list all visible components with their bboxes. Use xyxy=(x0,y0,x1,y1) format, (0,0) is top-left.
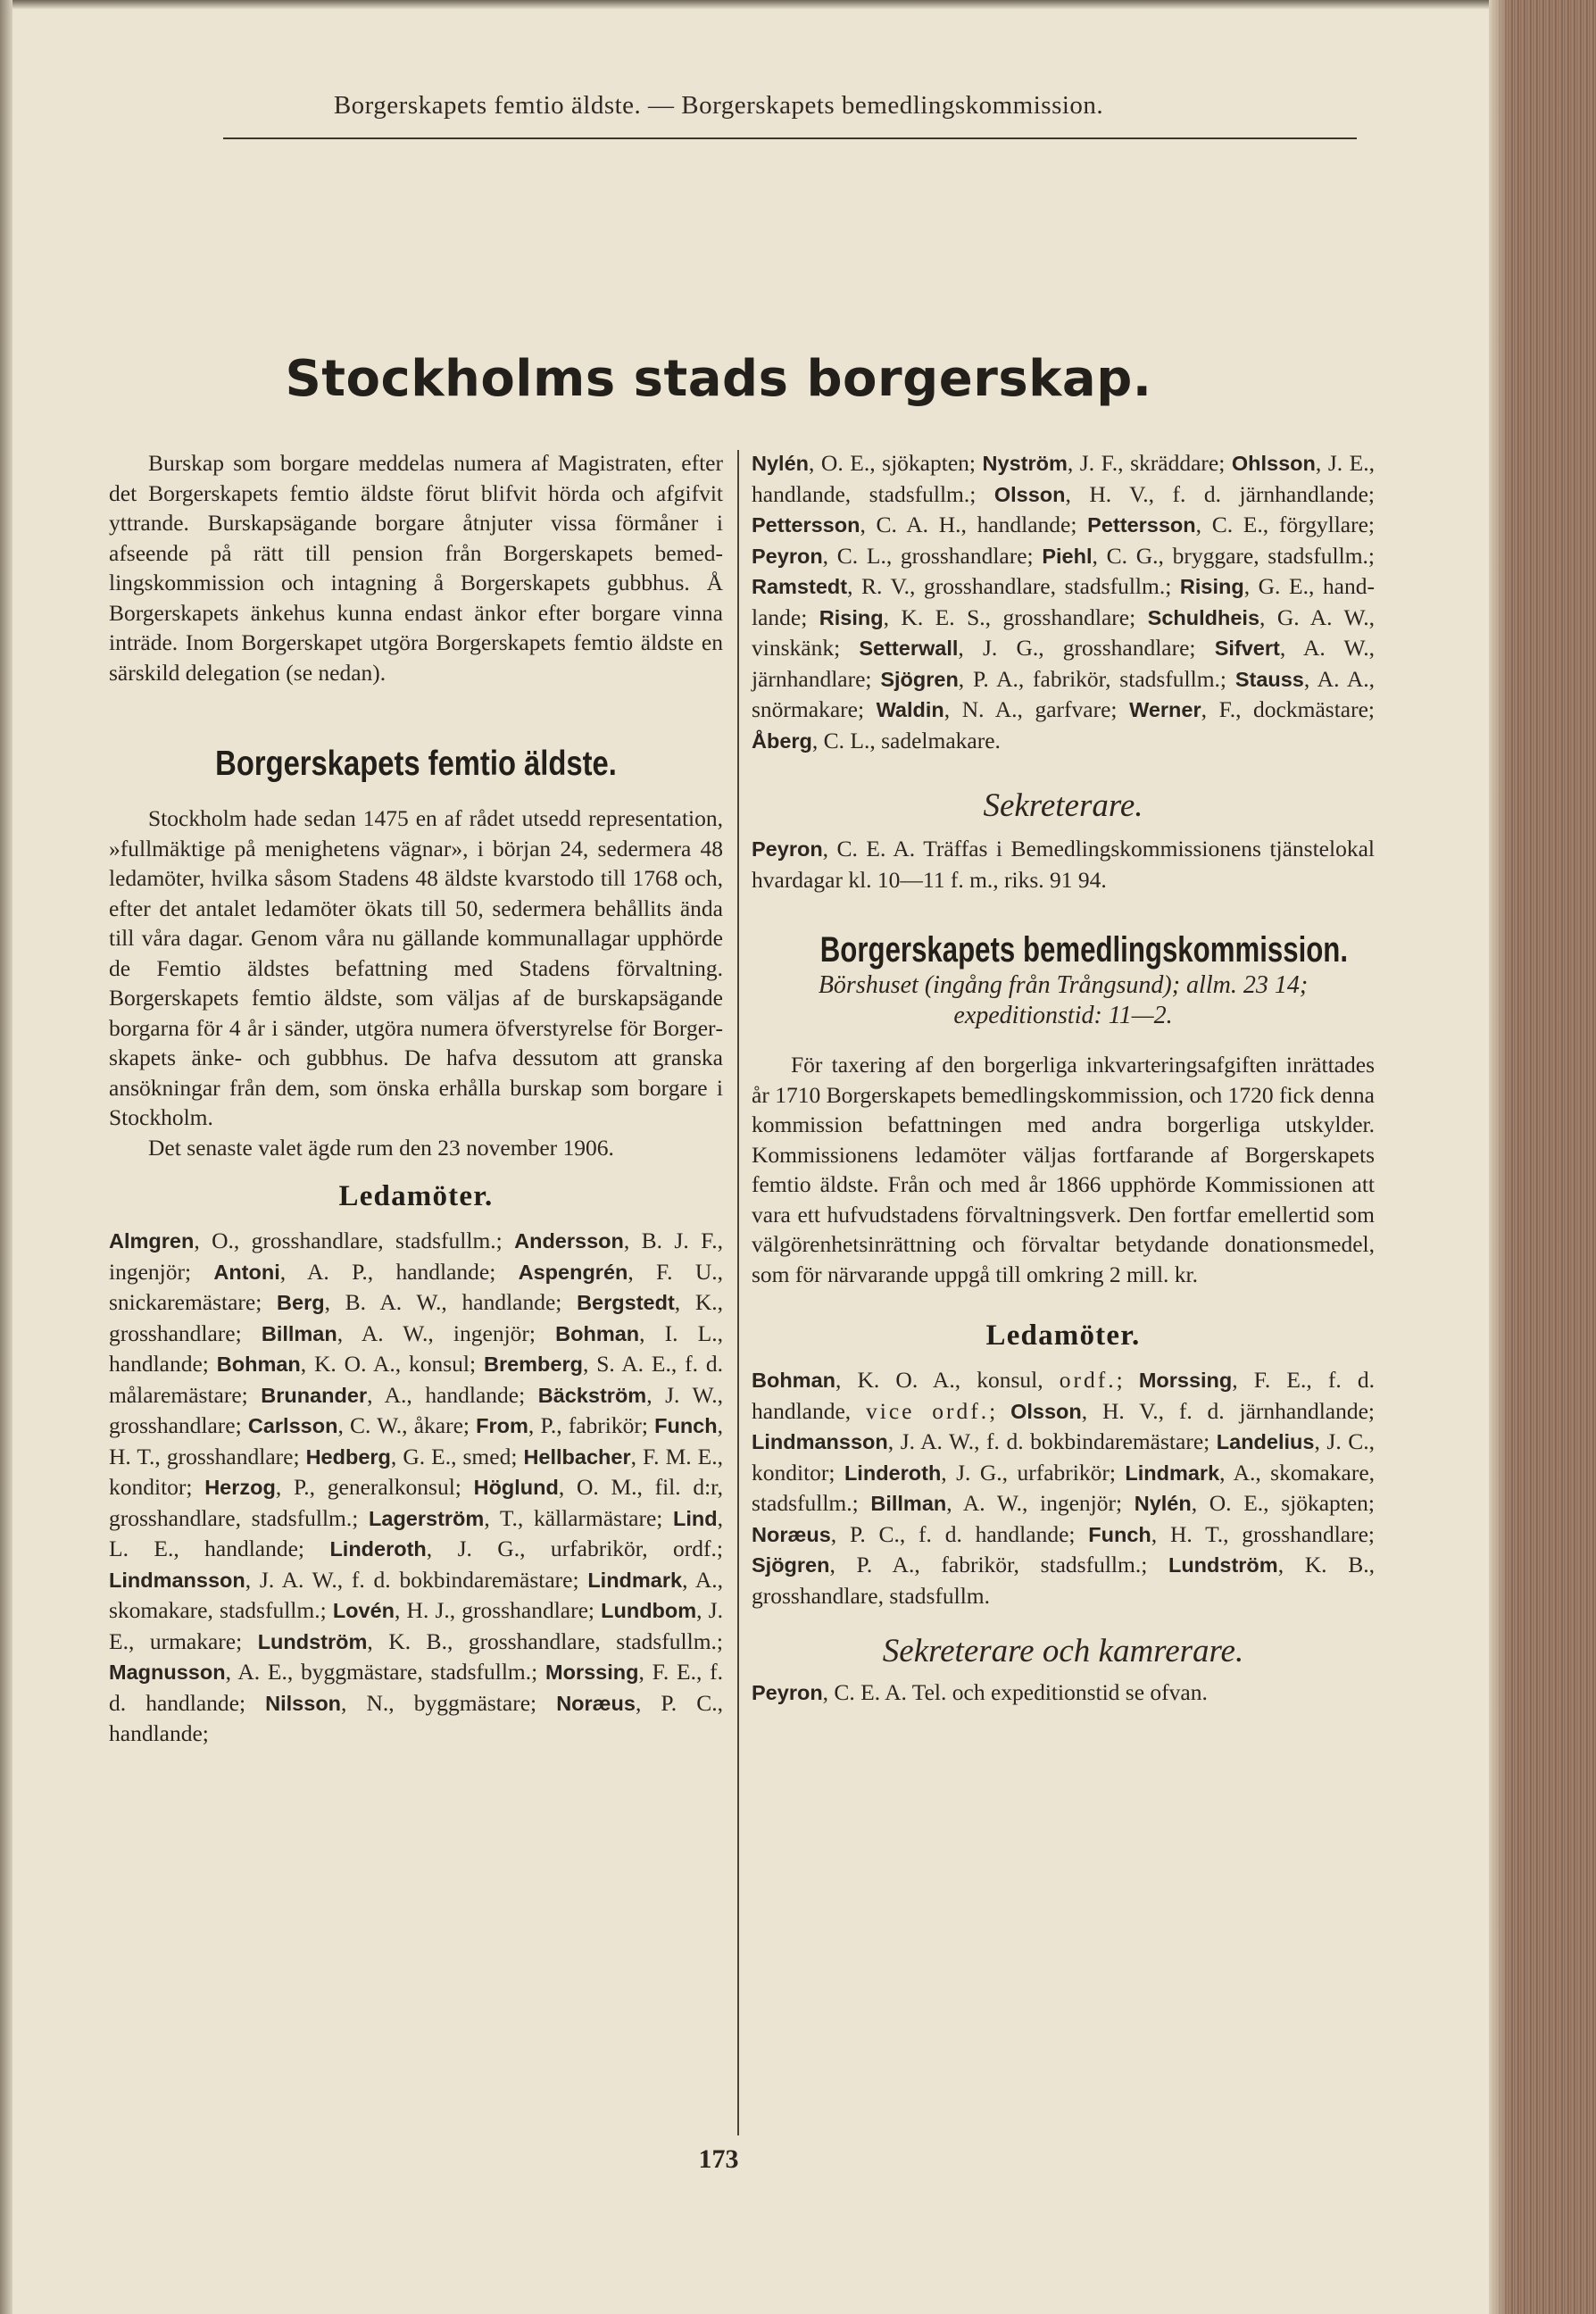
member-details: , L. E., handlande; xyxy=(109,1504,724,1561)
member-details: , A., skomakare, stadsfullm.; xyxy=(752,1459,1376,1516)
member-details: , A. E., byggmästare, stadsfullm.; xyxy=(225,1659,546,1685)
intro-paragraph: Burskap som borgare meddelas numera af Magistraten, efter det Borgerskapets femtio äldste förut blifvit hörda och afgifvit yttrande. Burskapsägande borgare åtnjuter vissa förmåner i afseende på rätt till pension från Borgerskapets bemedlingskommission och intagning å Borgerskapets gubbhus. Å Borgerskapets änkehus kunna endast änkor efter borgare vinna inträde. Inom Borgerskapet utgöra Borgerskapets femtio äldste en särskild delegation (se nedan). xyxy=(109,450,723,686)
election-paragraph: Det senaste valet ägde rum den 23 november 1906. xyxy=(148,1134,614,1161)
member-details: , A. W., ingenjör; xyxy=(946,1490,1135,1516)
member-details: , H. T., grosshandlare; xyxy=(109,1412,723,1469)
member-separator: ; xyxy=(989,1397,1011,1424)
member-details: , N. A., garfvare; xyxy=(943,696,1130,722)
member-details: , P., generalkonsul; xyxy=(275,1474,474,1500)
member-name: Andersson xyxy=(514,1229,624,1253)
column-divider xyxy=(737,450,739,2135)
member-details: , J. G., urfabrikör; xyxy=(941,1459,1126,1486)
commission-members-list xyxy=(752,1365,1375,1611)
member-details: , F. U., snickaremästare; xyxy=(109,1258,723,1315)
member-details: , J. G., urfabrikör, ordf.; xyxy=(426,1536,723,1561)
member-name: Carlsson xyxy=(247,1414,338,1437)
femtio-aldste-paragraph: Stockholm hade sedan 1475 en af rådet utsedd representation, »fullmäktige på menighetens vägnar», i början 24, sedermera 48 ledamöter, hvilka såsom Stadens 48 äldste kvarstodo till 1768 och, efter det antalet ledamöter ökats till 50, sedermera behållits ända till våra dagar. Genom våra nu gällande kommunallagar upphörde de Femtio äldstes befattning med Stadens förvaltning. Borgerskapets femtio äldste, som väljas af de burskapsägande borgarna för 4 år i sänder, utgöra numera öfverstyrelse för Borgerskapets änke- och gubbhus. De hafva dessutom att granska ansökningar från dem, som önska erhålla burskap som borgare i Stockholm. xyxy=(109,805,723,1130)
section-heading-femtio-aldste: Borgerskapets femtio äldste. xyxy=(215,745,617,783)
secretary-treasurer-entry xyxy=(752,1677,1375,1709)
member-name: Billman xyxy=(261,1321,337,1345)
member-details: , H. V., f. d. järnhandlande; xyxy=(1081,1397,1375,1424)
member-details: , A. P., handlande; xyxy=(279,1258,519,1285)
member-name: Setterwall xyxy=(859,637,959,660)
member-details: , P. C., handlande; xyxy=(109,1689,723,1746)
member-details: , A. A., snörmakare; xyxy=(752,665,1375,722)
member-details: , O. E., sjökapten; xyxy=(809,450,983,476)
member-name: Sjögren xyxy=(752,1553,830,1577)
member-details: , A. W., ingenjör; xyxy=(337,1319,556,1346)
member-details: , C. L., sadelmakare. xyxy=(811,727,1001,753)
member-name: Lindmansson xyxy=(752,1430,888,1453)
member-name: Lindmark xyxy=(587,1568,683,1592)
member-name: Billman xyxy=(870,1492,947,1515)
member-name: From xyxy=(476,1414,528,1437)
secretary-treasurer-heading: Sekreterare och kamrerare. xyxy=(882,1633,1244,1669)
member-role: ordf. xyxy=(1059,1367,1117,1393)
member-details: , J. E., handlande, stadsfullm.; xyxy=(752,450,1376,507)
member-name: Funch xyxy=(654,1414,718,1437)
member-name: Bohman xyxy=(216,1353,301,1376)
member-name: Bäckström xyxy=(537,1383,647,1407)
member-details: , P. C., f. d. handlande; xyxy=(830,1520,1089,1547)
member-name: Morssing xyxy=(1138,1369,1233,1392)
members-list xyxy=(109,1226,723,1749)
member-name: Åberg xyxy=(752,728,812,753)
member-details: , N., byggmästare; xyxy=(341,1689,557,1716)
member-name: Ohlsson xyxy=(1231,452,1316,475)
member-name: Höglund xyxy=(473,1476,559,1499)
member-details: , R. V., grosshandlare, stadsfullm.; xyxy=(847,573,1180,599)
member-name: Ramstedt xyxy=(752,575,848,598)
member-name: Stauss xyxy=(1234,667,1304,691)
member-separator: ; xyxy=(1116,1367,1139,1393)
member-name: Linderoth xyxy=(844,1461,942,1485)
page-left-edge xyxy=(0,0,12,2314)
member-details: , H. J., grosshandlare; xyxy=(395,1597,602,1623)
running-head: Borgerskapets femtio äldste. — Borgerskapets bemedlingskommission. xyxy=(333,91,1104,120)
member-details: , P. A., fabrikör, stadsfullm.; xyxy=(829,1552,1168,1577)
member-details: , O. E., sjökapten; xyxy=(1191,1490,1376,1516)
member-details: , H. T., grosshandlare; xyxy=(1151,1520,1375,1547)
member-details: , C. A. H., handlande; xyxy=(860,512,1088,537)
member-name: Rising xyxy=(819,605,884,629)
member-name: Brunander xyxy=(261,1383,368,1407)
member-details: , F. E., f. d. handlande, xyxy=(752,1367,1375,1424)
member-name: Sjögren xyxy=(880,667,959,691)
secretary-treasurer-name: Peyron xyxy=(752,1681,823,1704)
member-details: , J. G., grosshandlare; xyxy=(958,635,1215,661)
member-name: Lundström xyxy=(257,1629,368,1653)
header-rule xyxy=(223,137,1357,139)
member-name: Landelius xyxy=(1216,1430,1315,1453)
member-name: Lundbom xyxy=(601,1599,697,1622)
members-heading: Ledamöter. xyxy=(338,1180,494,1212)
member-details: , S. A. E., f. d. målaremästare; xyxy=(109,1351,724,1408)
member-name: Lindmansson xyxy=(109,1568,245,1592)
member-name: Herzog xyxy=(204,1476,276,1499)
secretary-heading: Sekreterare. xyxy=(983,787,1143,824)
member-details: , J. A. W., f. d. bokbindaremästare; xyxy=(887,1428,1217,1454)
member-details: , O. M., fil. d:r, grosshandlare, stadsfullm.; xyxy=(109,1474,724,1531)
member-name: Peyron xyxy=(752,544,823,568)
member-name: Lagerström xyxy=(369,1506,485,1530)
member-details: , K. O. A., konsul, xyxy=(835,1367,1060,1393)
member-name: Olsson xyxy=(1010,1399,1082,1423)
member-details: , K. B., grosshandlare, stadsfullm. xyxy=(752,1552,1375,1609)
member-details: , K. B., grosshandlare, stadsfullm.; xyxy=(367,1627,724,1654)
member-name: Schuldheis xyxy=(1147,605,1260,629)
member-details: , G. E., handlande; xyxy=(752,573,1375,630)
page-title: Stockholms stads borgerskap. xyxy=(285,350,1152,408)
member-details: , F. E., f. d. handlande; xyxy=(109,1659,723,1716)
member-name: Linderoth xyxy=(329,1537,427,1561)
member-name: Pettersson xyxy=(752,513,860,537)
member-details: , H. V., f. d. järnhandlande; xyxy=(1065,480,1376,507)
member-details: , I. L., handlande; xyxy=(109,1319,723,1377)
member-details: , C. L., grosshandlare; xyxy=(822,542,1043,569)
commission-heading: Borgerskapets bemedlingskommission. xyxy=(819,930,1349,970)
member-name: Almgren xyxy=(109,1229,195,1253)
member-name: Olsson xyxy=(993,482,1066,506)
member-name: Hedberg xyxy=(305,1444,391,1469)
member-details: , C. G., bryggare, stadsfullm.; xyxy=(1092,542,1375,569)
member-name: Hellbacher xyxy=(523,1444,631,1469)
book-edge-pages xyxy=(1489,0,1596,2314)
member-details: , C. E., förgyllare; xyxy=(1195,512,1375,537)
member-name: Bergstedt xyxy=(577,1291,675,1314)
member-name: Waldin xyxy=(876,698,944,721)
members-list-continued xyxy=(752,448,1375,756)
member-details: , T., källarmästare; xyxy=(484,1504,674,1531)
member-details: , J. W., grosshandlare; xyxy=(109,1381,723,1438)
member-name: Magnusson xyxy=(109,1661,226,1684)
secretary-details: , C. E. A. Träffas i Bemedlingskommissionens tjänstelokal hvardagar kl. 10—11 f. m., riks. 91 94. xyxy=(752,836,1375,893)
member-details: , B. A. W., handlande; xyxy=(324,1289,578,1315)
member-details: , G. E., smed; xyxy=(390,1443,524,1469)
member-name: Nylén xyxy=(752,452,809,475)
member-details: , J. A. W., f. d. bokbindaremästare; xyxy=(245,1566,588,1593)
member-role: vice ordf. xyxy=(866,1397,990,1424)
member-details: , A. W., järnhandlare; xyxy=(752,635,1375,692)
secretary-name: Peyron xyxy=(752,837,823,861)
member-name: Bohman xyxy=(752,1369,835,1392)
member-details: , K., grosshandlare; xyxy=(109,1289,723,1346)
commission-members-heading: Ledamöter. xyxy=(985,1319,1141,1352)
commission-paragraph: För taxering af den borgerliga inkvarteringsafgiften inrättades år 1710 Borgerskapets bemedlingskommission, och 1720 fick denna kommission befattningen med andra borgerliga utskylder. Kommissionens ledamöter väljas fortfarande af Borgerskapets femtio äldste. Från och med år 1866 upphörde Kommissionen att vara ett hufvudstadens förvaltningsverk. Den fortfar emellertid som välgörenhetsinrättning och förvaltar betydande donationsmedel, som för närvarande uppgå till omkring 2 mill. kr. xyxy=(752,1052,1375,1287)
member-details: , A., handlande; xyxy=(367,1381,538,1408)
member-details: , B. J. F., ingenjör; xyxy=(109,1228,723,1285)
member-details: , G. A. W., vinskänk; xyxy=(752,603,1375,661)
member-name: Werner xyxy=(1129,698,1201,721)
member-name: Noræus xyxy=(752,1522,831,1546)
commission-address: Börshuset (ingång från Trångsund); allm. 23 14; expeditionstid: 11—2. xyxy=(818,971,1309,1029)
member-name: Funch xyxy=(1088,1522,1151,1546)
member-name: Nylén xyxy=(1134,1492,1192,1515)
secretary-entry xyxy=(752,834,1375,895)
member-details: , F. M. E., konditor; xyxy=(109,1443,723,1500)
member-name: Sifvert xyxy=(1214,637,1280,660)
secretary-treasurer-details: , C. E. A. Tel. och expeditionstid se ofvan. xyxy=(822,1679,1208,1705)
member-name: Lindmark xyxy=(1125,1461,1220,1485)
member-name: Nyström xyxy=(982,452,1068,475)
member-name: Noræus xyxy=(556,1691,636,1715)
member-name: Morssing xyxy=(545,1661,639,1684)
member-name: Piehl xyxy=(1042,544,1093,568)
member-name: Berg xyxy=(277,1291,325,1314)
member-name: Pettersson xyxy=(1087,513,1196,537)
member-name: Antoni xyxy=(213,1260,280,1284)
member-details: , K. O. A., konsul; xyxy=(300,1351,484,1377)
member-name: Nilsson xyxy=(265,1691,342,1715)
member-details: , P. A., fabrikör, stadsfullm.; xyxy=(958,665,1235,692)
member-name: Aspengrén xyxy=(518,1260,628,1284)
member-name: Lundström xyxy=(1168,1553,1278,1577)
member-details: , C. W., åkare; xyxy=(337,1412,477,1438)
left-column xyxy=(109,448,723,1749)
member-details: , F., dockmästare; xyxy=(1201,696,1375,722)
page-number: 173 xyxy=(698,2144,739,2174)
member-details: , O., grosshandlare, stadsfullm.; xyxy=(194,1228,515,1253)
member-details: , J. F., skräddare; xyxy=(1067,450,1232,476)
member-details: , J. E., urmakare; xyxy=(109,1597,723,1654)
member-name: Lind xyxy=(673,1506,718,1530)
member-details: , P., fabrikör; xyxy=(528,1412,655,1438)
right-column xyxy=(752,448,1375,1709)
member-name: Bohman xyxy=(555,1321,640,1345)
member-name: Bremberg xyxy=(483,1353,583,1376)
member-details: , K. E. S., grosshandlare; xyxy=(883,603,1148,630)
member-name: Lovén xyxy=(332,1599,395,1622)
page-top-edge xyxy=(0,0,1596,9)
member-name: Rising xyxy=(1179,575,1244,598)
member-details: , J. C., konditor; xyxy=(752,1428,1376,1486)
member-details: , A., skomakare, stadsfullm.; xyxy=(109,1566,723,1623)
